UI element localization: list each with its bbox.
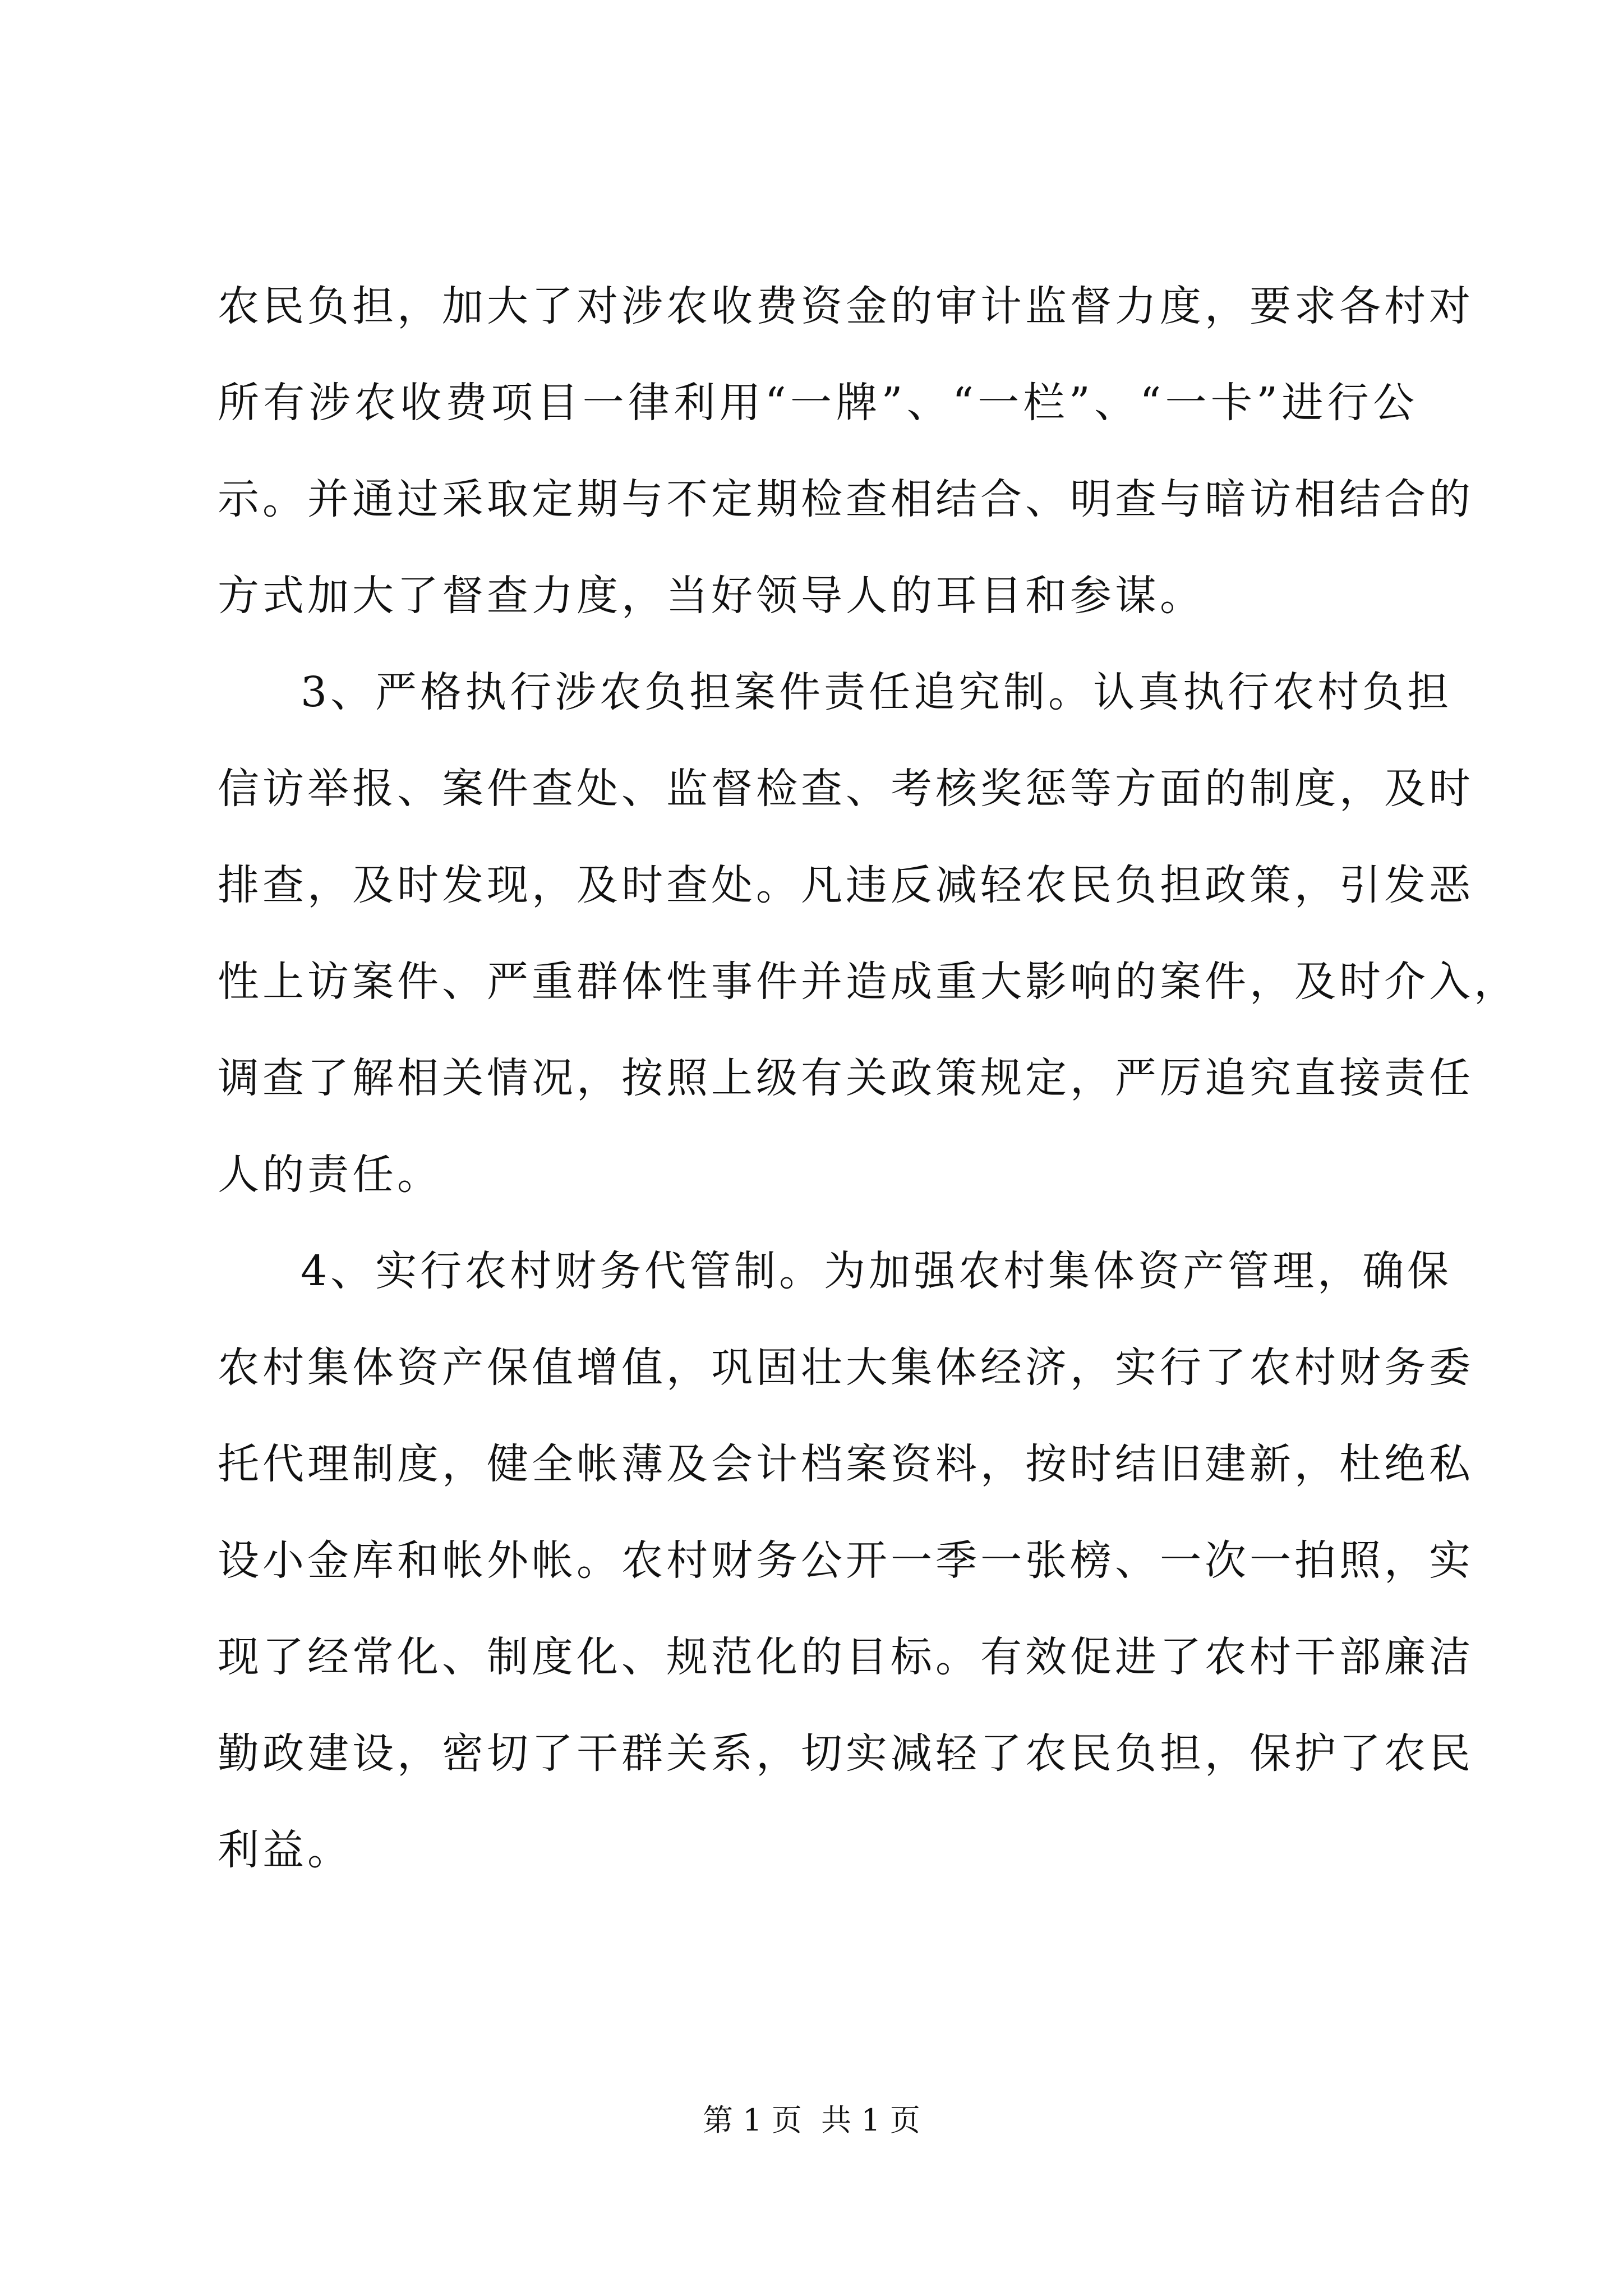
paragraph-3-line-3: 托代理制度，健全帐薄及会计档案资料，按时结旧建新，杜绝私 bbox=[218, 1440, 1474, 1488]
paragraph-2-line-6: 人的责任。 bbox=[218, 1151, 442, 1199]
paragraph-3-line-4: 设小金库和帐外帐。农村财务公开一季一张榜、一次一拍照，实 bbox=[218, 1536, 1474, 1585]
paragraph-1-line-2: 所有涉农收费项目一律利用“一牌”、“一栏”、“一卡”进行公 bbox=[218, 379, 1418, 427]
paragraph-2-line-2: 信访举报、案件查处、监督检查、考核奖惩等方面的制度，及时 bbox=[218, 765, 1474, 813]
paragraph-3-line-7: 利益。 bbox=[218, 1826, 352, 1874]
paragraph-1-line-1: 农民负担，加大了对涉农收费资金的审计监督力度，要求各村对 bbox=[218, 282, 1474, 330]
paragraph-2-line-3: 排查，及时发现，及时查处。凡违反减轻农民负担政策，引发恶 bbox=[218, 861, 1474, 909]
page-number-footer: 第 1 页 共 1 页 bbox=[703, 2102, 920, 2138]
paragraph-1-line-3: 示。并通过采取定期与不定期检查相结合、明查与暗访相结合的 bbox=[218, 475, 1474, 523]
paragraph-2-line-5: 调查了解相关情况，按照上级有关政策规定，严厉追究直接责任 bbox=[218, 1054, 1474, 1102]
paragraph-2-line-4: 性上访案件、严重群体性事件并造成重大影响的案件，及时介入， bbox=[218, 958, 1519, 1006]
paragraph-3-line-1: 4、实行农村财务代管制。为加强农村集体资产管理，确保 bbox=[301, 1247, 1453, 1295]
document-body bbox=[218, 258, 1519, 1898]
paragraph-3-line-2: 农村集体资产保值增值，巩固壮大集体经济，实行了农村财务委 bbox=[218, 1343, 1474, 1392]
paragraph-1-line-4: 方式加大了督查力度，当好领导人的耳目和参谋。 bbox=[218, 572, 1205, 620]
paragraph-2-line-1: 3、严格执行涉农负担案件责任追究制。认真执行农村负担 bbox=[301, 668, 1453, 716]
paragraph-3-line-5: 现了经常化、制度化、规范化的目标。有效促进了农村干部廉洁 bbox=[218, 1633, 1474, 1681]
paragraph-3-line-6: 勤政建设，密切了干群关系，切实减轻了农民负担，保护了农民 bbox=[218, 1729, 1474, 1778]
